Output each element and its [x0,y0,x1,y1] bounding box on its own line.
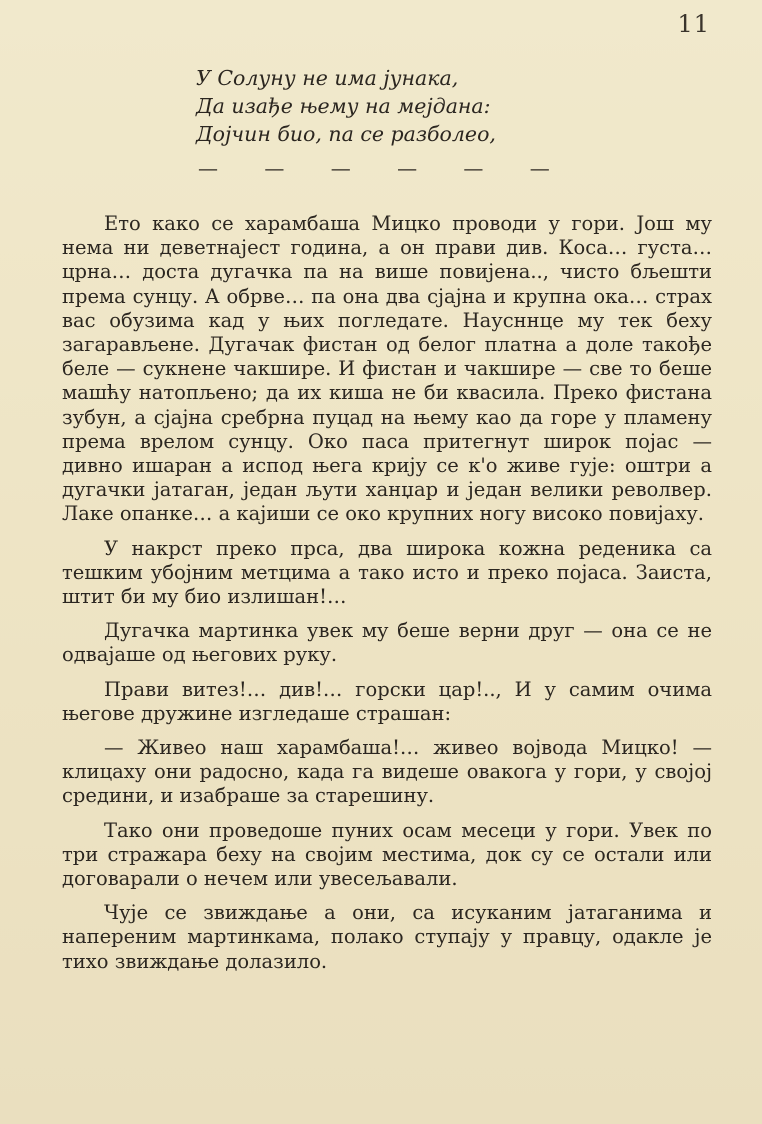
paragraph: У накрст преко прса, два широка кожна реденика са тешким убојним метцима а тако исто и преко појаса. Заиста, штит би му био излишан!… [62,536,712,609]
paragraph: — Живео наш харамбаша!… живео војвода Мицко! — клицаху они радосно, када га видеше овакога у гори, у својој средини, и изабраше за старешину. [62,736,712,808]
paragraph: Дугачка мартинка увек му беше верни друг — она се не одвајаше од његових руку. [62,619,712,667]
verse-line: Дојчин био, па се разболео, [196,122,496,146]
verse-line: У Солуну не има јунака, [196,66,459,90]
paragraph: Прави витез!… див!… горски цар!.., И у самим очима његове дружине изгледаше страшан: [62,677,712,725]
paragraph: Ето како се харамбаша Мицко проводи у гори. Још му нема ни деветнајест година, а он прави див. Коса… густа… црна… доста дугачка па на више повијена.., чисто бљешти према сунцу. А обрве… па она два сјајна и крупна ока… страх вас обузима кад у њих погледате. Наусннце му тек беху загарављене. Дугачак фистан од белог платна а доле такође беле — сукнене чакшире. И фистан и чакшире — све то беше машћу натопљено; да их киша не би квасила. Преко фистана зубун, а сјајна сребрна пуцад на њему као да горе у пламену према врелом сунцу. Око паса притегнут широк појас — дивно ишаран а испод њега крију се к'о живе гује: оштри а дугачки јатаган, један љути ханџар и један велики револвер. Лаке опанке… а кајиши се око крупних ногу високо повијаху. [62,212,712,526]
verse-block [196,64,496,148]
verse-line: Да изађе њему на мејдана: [196,94,491,118]
section-separator: — — — — — — [198,156,570,180]
paragraph: Чује се звиждање а они, са исуканим јатаганима и напереним мартинкама, полако ступају у правцу, одакле је тихо звиждање долазило. [62,901,712,973]
paragraph: Тако они проведоше пуних осам месеци у гори. Увек по три стражара беху на својим местима, док су се остали или договарали о нечем или увесељавали. [62,818,712,891]
body-text [62,212,712,984]
page-number: 11 [677,10,710,38]
